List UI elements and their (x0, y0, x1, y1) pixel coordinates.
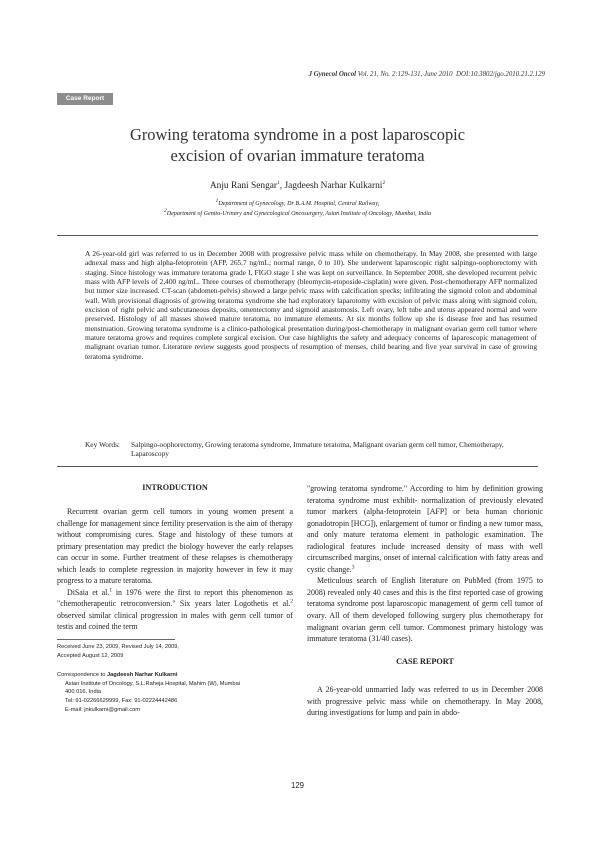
title-line-2: excision of ovarian immature teratoma (170, 146, 425, 165)
correspondence-line (57, 671, 293, 680)
page-number: 129 (290, 781, 304, 790)
keywords-text: Salpingo-oophorectomy, Growing teratoma syndrome, Immature teratoma, Malignant ovarian germ cell tumor, Chemotherapy, Laparoscopy (131, 440, 504, 459)
affiliation-1-mark: 1 (215, 198, 219, 204)
case-report-heading: CASE REPORT (396, 657, 454, 666)
intro-paragraph-2 (57, 587, 293, 633)
intro-paragraph-4: Meticulous search of English literature on PubMed (from 1975 to 2008) revealed only 40 cases and this is the first reported case of growing teratoma syndrome post laparoscopic management of germ cell tumor of ovary. All of them developed following surgery plus chemotherapy for malignant ovarian germ cell tumor. Commonest primary histology was immature teratoma (31/40 cases). (307, 576, 543, 644)
journal-citation-line (309, 71, 545, 78)
intro-p3-text: "growing teratoma syndrome." According to him by definition growing teratoma syndrome must exhibit- normalization of previously elevated tumor markers (alpha-fetoprotein [AFP] or beta human chorionic gonadotropin [HCG]), enlargement of tumor or finding a new tumor mass, and only mature teratoma element in pathologic examination. The radiological features include increased density of mass with well circumscribed margins, onset of internal calcification with fatty areas and cystic change. (307, 484, 543, 574)
intro-p2-part-c: observed similar clinical progression in males with germ cell tumor of testis and coined the term (57, 610, 293, 632)
affiliation-2 (60, 208, 535, 218)
received-line: Received June 23, 2009, Revised July 14, 2009, (57, 644, 180, 650)
intro-paragraph-1: Recurrent ovarian germ cell tumors in young women present a challenge for management since fertility preservation is the aim of therapy without compromising cures. Stage and histology of these tumors at primary presentation may predict the biology however the early relapses can occur in some. Further treatment of these relapses is chemotherapy which leads to complete regression in majority however in few it may progress to a mature teratoma. (57, 507, 293, 586)
address-line-2: 400 016, India (65, 689, 102, 696)
title-line-1: Growing teratoma syndrome in a post laparoscopic (129, 125, 465, 144)
footnote-divider (57, 639, 175, 640)
address-line-1: Asian Institute of Oncology, S.L.Raheja Hospital, Mahim (W), Mumbai (65, 680, 241, 687)
accepted-line: Accepted August 12, 2009 (57, 652, 124, 659)
intro-p2-part-a: DiSaia et al. (67, 587, 110, 597)
intro-p2-part-b: in 1976 were the first to report this phenomenon as "chemotherapeutic retroconversion." Six years later Logothetis et al. (57, 587, 293, 609)
email: E-mail: jnkulkarni@gmail.com (65, 706, 140, 713)
article-type-badge: Case Report (57, 93, 113, 105)
keywords (85, 440, 537, 459)
introduction-heading: INTRODUCTION (142, 483, 208, 492)
right-column (307, 483, 543, 645)
affiliation-1 (60, 198, 535, 208)
citation: Vol. 21, No. 2:129-131, June 2010 (357, 71, 453, 78)
author-2-affiliation-mark: 2 (382, 179, 386, 186)
author-1: Anju Rani Sengar (209, 181, 278, 191)
reference-mark-3: 3 (351, 564, 355, 571)
tel-fax: Tel: 91-02266629999, Fax: 91-02224442486 (65, 698, 178, 705)
correspondence-name: Jagdeesh Narhar Kulkarni (106, 672, 178, 678)
received-dates (57, 643, 293, 660)
case-report-text (307, 684, 543, 719)
author-1-affiliation-mark: 1 (277, 179, 280, 186)
correspondence (57, 671, 293, 715)
reference-mark-2: 2 (290, 598, 293, 605)
article-title (60, 124, 535, 166)
affiliation-2-mark: 2 (163, 208, 167, 214)
left-column (57, 506, 293, 633)
doi: DOI:10.3802/jgo.2010.21.2.129 (456, 71, 545, 78)
affiliation-2-text: Department of Genito-Urinary and Gynecological Oncosurgery, Asian Institute of Oncology, Mumbai, India (166, 211, 432, 218)
reference-mark-1: 1 (109, 587, 113, 594)
correspondence-label: Correspondence to (57, 672, 107, 678)
affiliation-1-text: Department of Gynecology, Dr B.A.M. Hospital, Central Railway, (218, 201, 380, 208)
keywords-label: Key Words: (85, 440, 120, 449)
journal-name: J Gynecol Oncol (308, 71, 357, 78)
author-list (60, 181, 535, 191)
abstract-text: A 26-year-old girl was referred to us in December 2008 with progressive pelvic mass while on chemotherapy. In May 2008, she presented with large adnexal mass and high alpha-fetoprotein (AFP, 265.7 ng/mL; normal range, 0 to 10). She underwent laparoscopic right salpingo-oophorectomy with staging. Since histology was immature teratoma grade I, FIGO stage 1 she was kept on surveillance. In September 2008, she developed recurrent pelvic mass with AFP levels of 2,400 ng/mL. Three courses of chemotherapy (bleomycin-etoposide-cisplatin) were given. Post-chemotherapy AFP normalized but tumor size increased. CT-scan (abdomen-pelvis) showed a large pelvic mass with calcification specks; infiltrating the sigmoid colon and abdominal wall. With provisional diagnosis of growing teratoma syndrome she had exploratory laparotomy with excision of pelvic mass along with sigmoid colon, excision of right pelvic and subcutaneous deposits, omentectomy and sigmoid anastomosis. Left ovary, left tube and uterus appeared normal and were preserved. Histology of all masses showed mature teratoma, no immature elements. At six months follow up she is disease free and has resumed menstruation. Growing teratoma syndrome is a clinico-pathological presentation during/post-chemotherapy in malignant ovarian germ cell tumor where mature teratoma grows and requires complete surgical excision. Our case highlights the safety and adequacy concerns of laparoscopic management of malignant ovarian tumor. Literature review suggests good prospects of resumption of menses, child bearing and five year survival in case of growing teratoma syndrome. (85, 249, 537, 361)
intro-paragraph-3 (307, 483, 543, 575)
author-separator: , (279, 181, 285, 191)
case-paragraph-1: A 26-year-old unmarried lady was referred to us in December 2008 with progressive pelvic mass while on chemotherapy. In May 2008, during investigations for lump and pain in abdo- (307, 685, 543, 718)
author-2: Jagdeesh Narhar Kulkarni (284, 181, 383, 191)
